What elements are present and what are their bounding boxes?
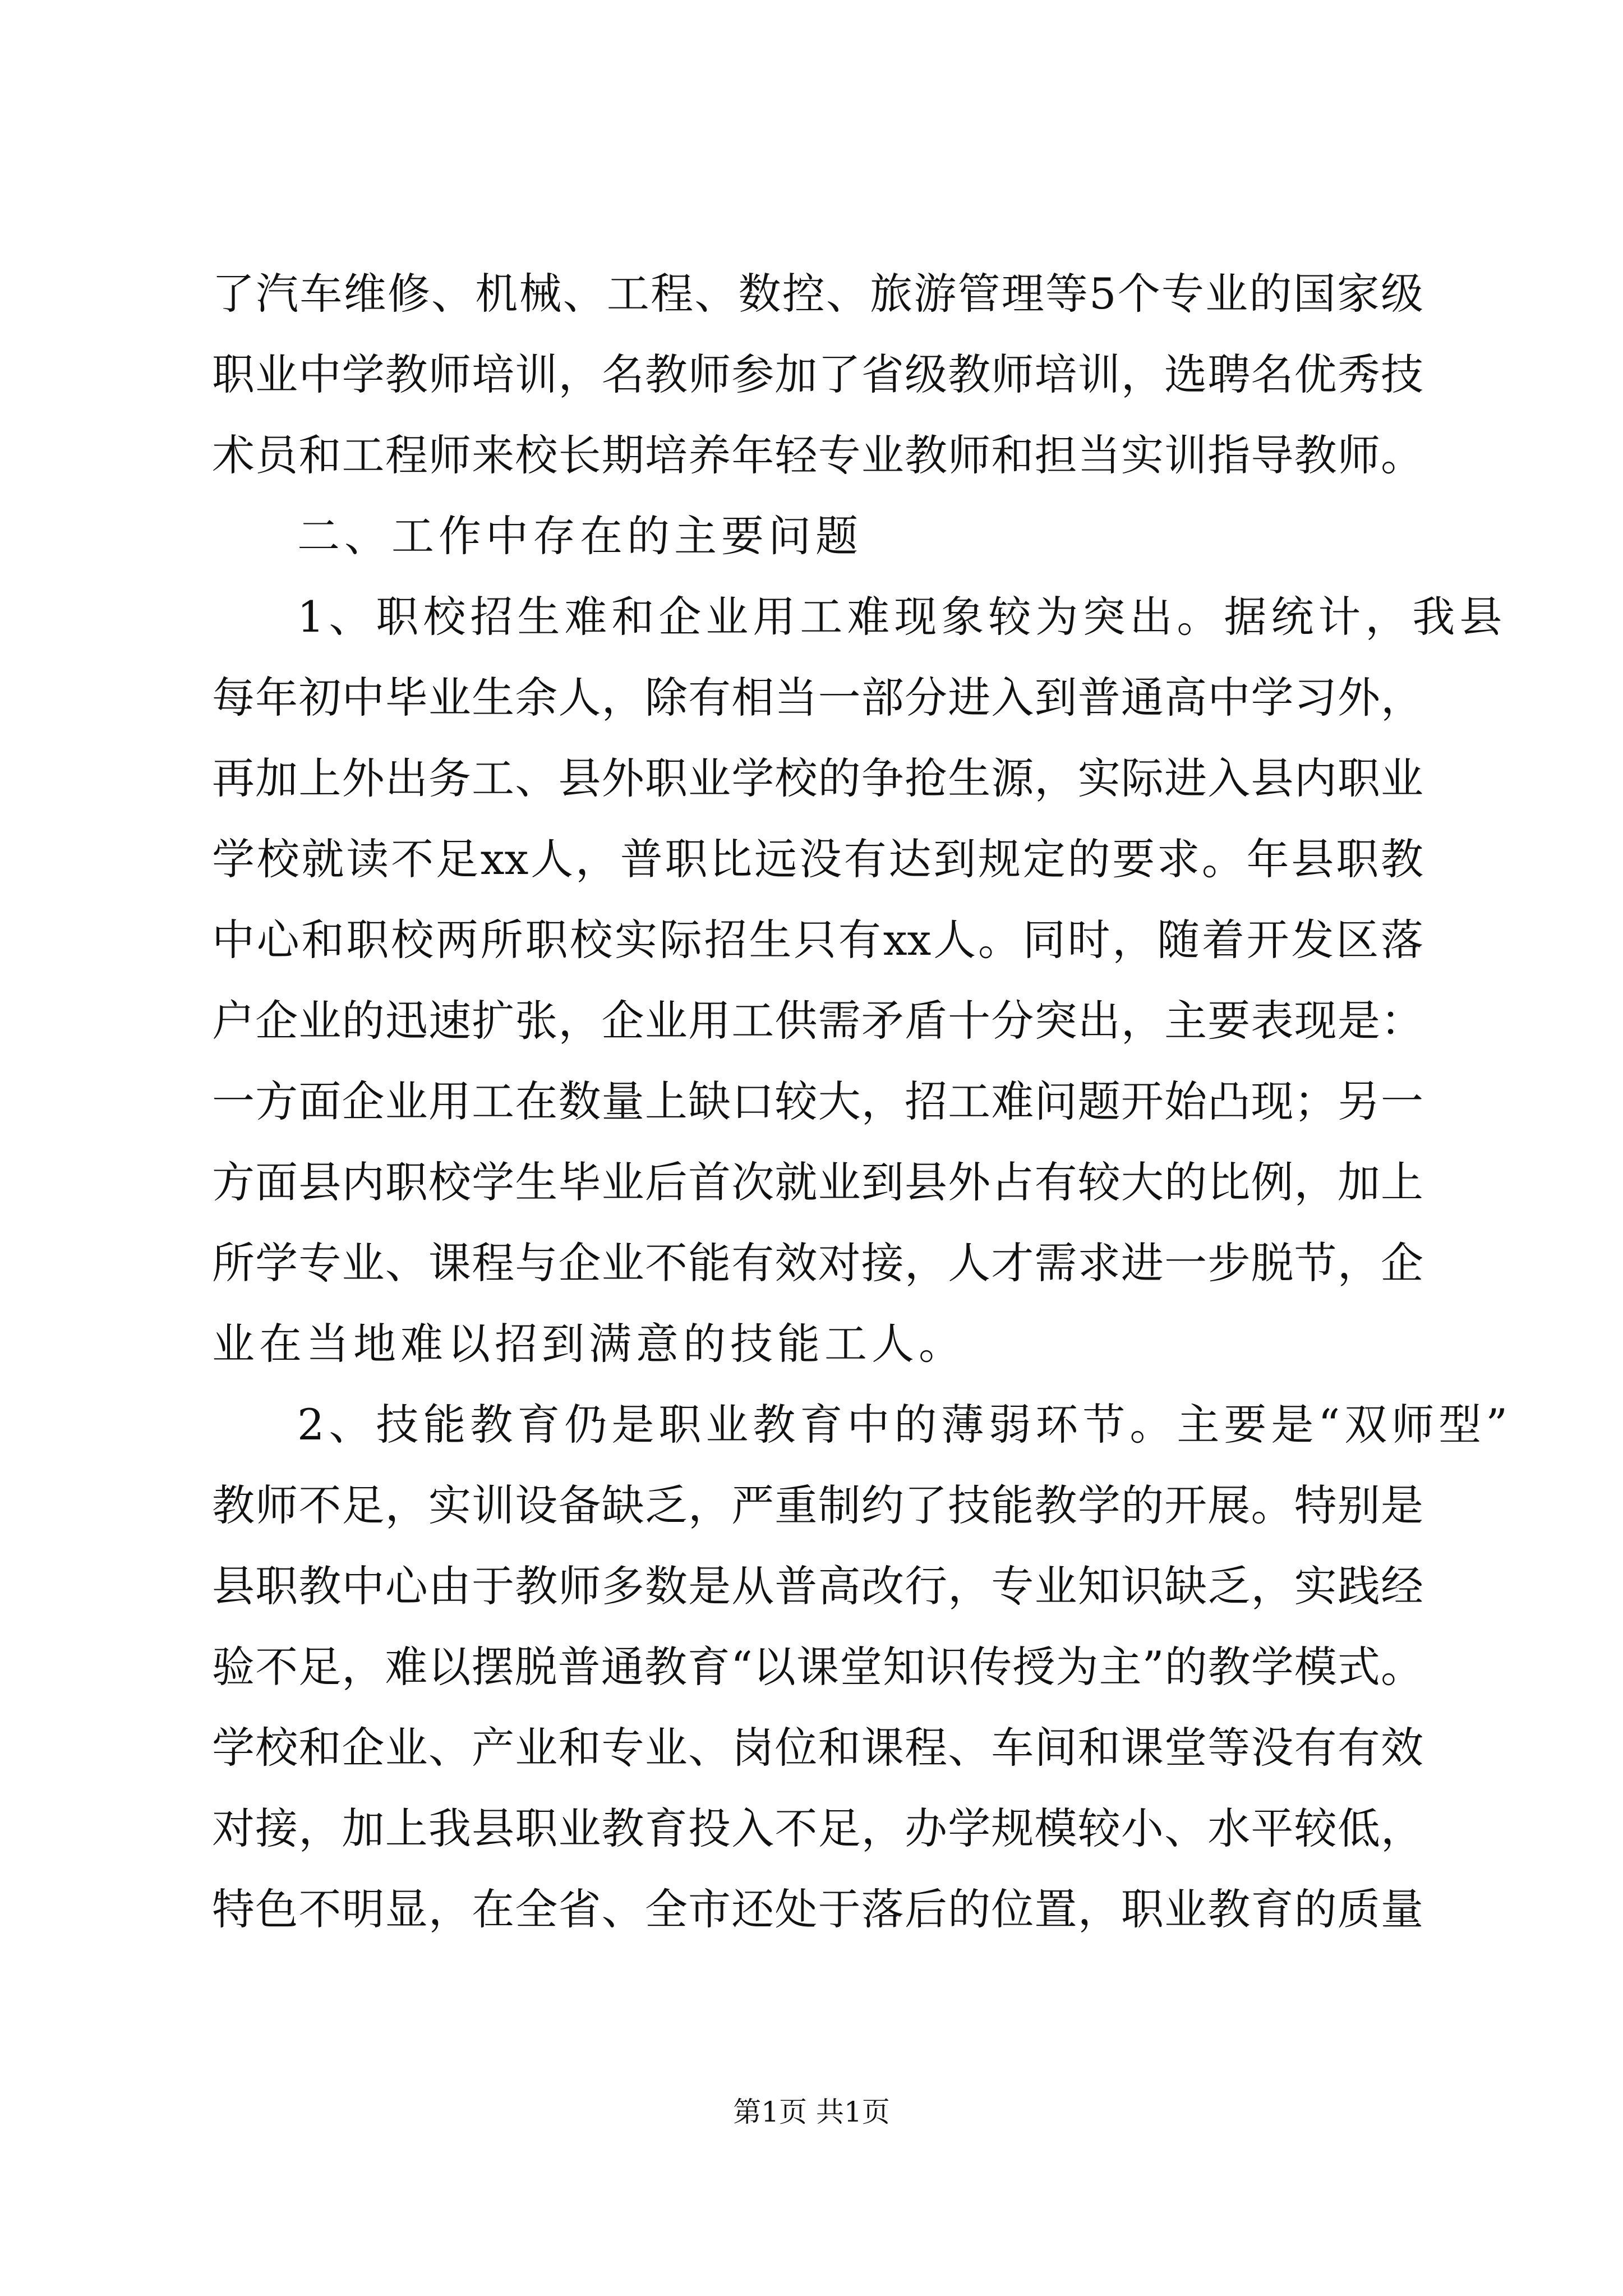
body-line-18: 验不足，难以摆脱普通教育“以课堂知识传授为主”的教学模式。: [212, 1642, 1423, 1692]
body-line-12: 方面县内职校学生毕业后首次就业到县外占有较大的比例，加上: [212, 1157, 1423, 1207]
body-line-5: 1、职校招生难和企业用工难现象较为突出。据统计，我县: [297, 592, 1507, 642]
body-line-14: 业在当地难以招到满意的技能工人。: [212, 1319, 966, 1369]
body-line-13: 所学专业、课程与企业不能有效对接，人才需求进一步脱节，企: [212, 1238, 1423, 1288]
body-line-15: 2、技能教育仍是职业教育中的薄弱环节。主要是“双师型”: [297, 1400, 1513, 1450]
body-line-6: 每年初中毕业生余人，除有相当一部分进入到普通高中学习外，: [212, 673, 1423, 723]
body-line-9: 中心和职校两所职校实际招生只有xx人。同时，随着开发区落: [212, 915, 1423, 965]
section-heading: 二、工作中存在的主要问题: [297, 511, 863, 561]
body-line-7: 再加上外出务工、县外职业学校的争抢生源，实际进入县内职业: [212, 753, 1423, 803]
body-line-1: 了汽车维修、机械、工程、数控、旅游管理等5个专业的国家级: [212, 269, 1423, 319]
body-line-21: 特色不明显，在全省、全市还处于落后的位置，职业教育的质量: [212, 1884, 1423, 1934]
body-line-19: 学校和企业、产业和专业、岗位和课程、车间和课堂等没有有效: [212, 1723, 1423, 1773]
page-footer: 第1页 共1页: [733, 2096, 890, 2128]
body-line-20: 对接，加上我县职业教育投入不足，办学规模较小、水平较低，: [212, 1803, 1423, 1853]
body-line-10: 户企业的迅速扩张，企业用工供需矛盾十分突出，主要表现是：: [212, 996, 1423, 1046]
body-line-11: 一方面企业用工在数量上缺口较大，招工难问题开始凸现；另一: [212, 1076, 1423, 1126]
body-line-3: 术员和工程师来校长期培养年轻专业教师和担当实训指导教师。: [212, 430, 1423, 480]
body-line-8: 学校就读不足xx人，普职比远没有达到规定的要求。年县职教: [212, 834, 1423, 884]
body-line-16: 教师不足，实训设备缺乏，严重制约了技能教学的开展。特别是: [212, 1480, 1423, 1530]
body-line-17: 县职教中心由于教师多数是从普高改行，专业知识缺乏，实践经: [212, 1561, 1423, 1611]
document-body: [212, 254, 1513, 1950]
body-line-2: 职业中学教师培训，名教师参加了省级教师培训，选聘名优秀技: [212, 349, 1423, 399]
